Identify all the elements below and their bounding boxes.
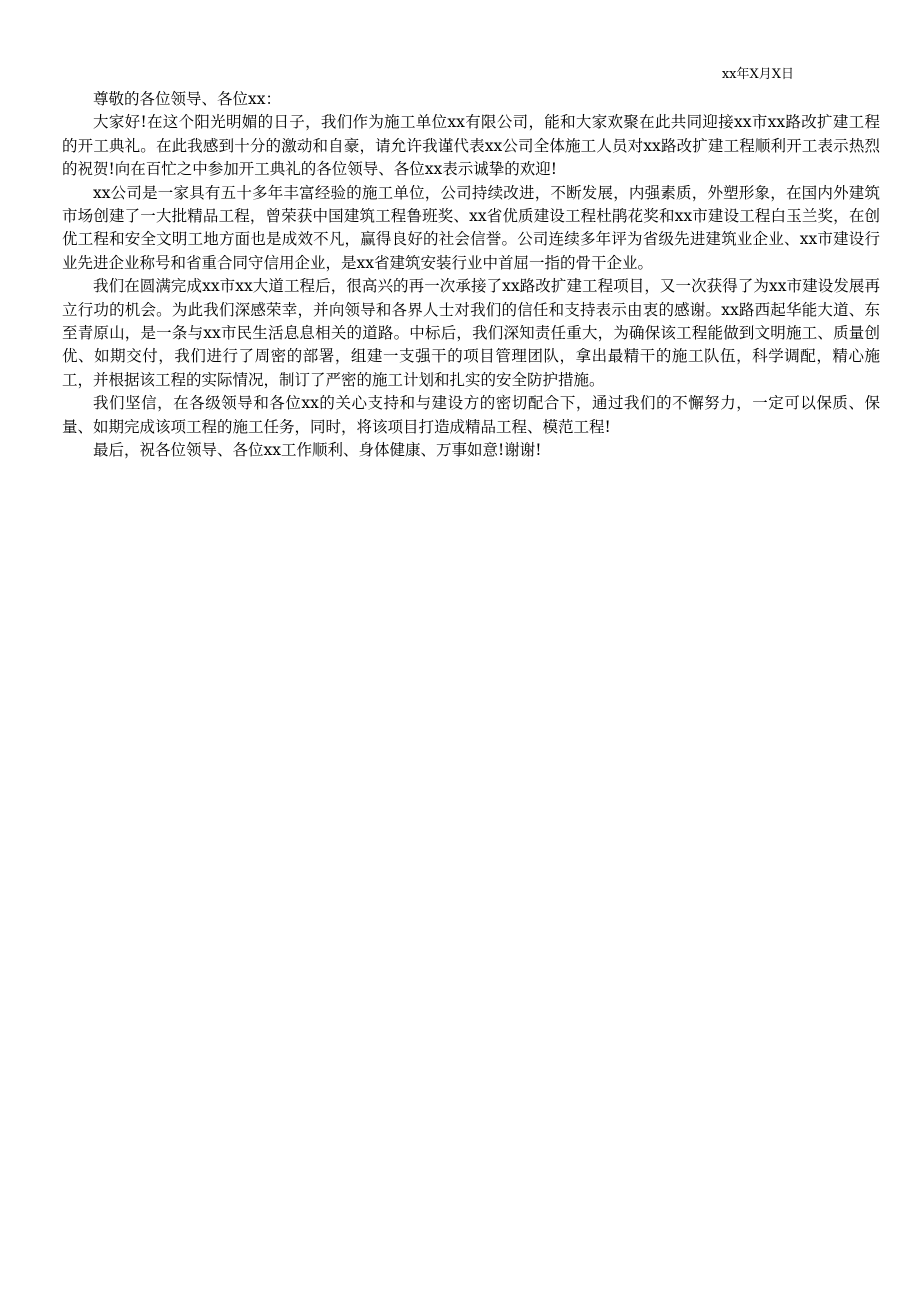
- paragraph-closing: 最后，祝各位领导、各位xx工作顺利、身体健康、万事如意!谢谢!: [93, 441, 542, 460]
- paragraph-confidence: 我们坚信，在各级领导和各位xx的关心支持和与建设方的密切配合下，通过我们的不懈努力，一定可以保质、保量、如期完成该项工程的施工任务，同时，将该项目打造成精品工程、模范工程!: [62, 394, 880, 436]
- salutation: 尊敬的各位领导、各位xx：: [93, 90, 281, 108]
- paragraph-greeting: 大家好!在这个阳光明媚的日子，我们作为施工单位xx有限公司，能和大家欢聚在此共同迎接xx市xx路改扩建工程的开工典礼。在此我感到十分的激动和自豪，请允许我谨代表xx公司全体施工人员对xx路改扩建工程顺利开工表示热烈的祝贺!向在百忙之中参加开工典礼的各位领导、各位xx表示诚挚的欢迎!: [62, 113, 880, 179]
- paragraph-company-intro: xx公司是一家具有五十多年丰富经验的施工单位，公司持续改进，不断发展，内强素质，外塑形象，在国内外建筑市场创建了一大批精品工程，曾荣获中国建筑工程鲁班奖、xx省优质建设工程杜鹃花奖和xx市建设工程白玉兰奖，在创优工程和安全文明工地方面也是成效不凡，赢得良好的社会信誉。公司连续多年评为省级先进建筑业企业、xx市建设行业先进企业称号和省重合同守信用企业，是xx省建筑安装行业中首屈一指的骨干企业。: [62, 183, 880, 272]
- paragraph-project-commitment: 我们在圆满完成xx市xx大道工程后，很高兴的再一次承接了xx路改扩建工程项目，又一次获得了为xx市建设发展再立行功的机会。为此我们深感荣幸，并向领导和各界人士对我们的信任和支持表示由衷的感谢。xx路西起华能大道、东至青原山，是一条与xx市民生活息息相关的道路。中标后，我们深知责任重大，为确保该工程能做到文明施工、质量创优、如期交付，我们进行了周密的部署，组建一支强干的项目管理团队，拿出最精干的施工队伍，科学调配，精心施工，并根据该工程的实际情况，制订了严密的施工计划和扎实的安全防护措施。: [62, 277, 880, 389]
- document-body: [62, 88, 880, 463]
- document-date: xx年X月X日: [721, 67, 794, 82]
